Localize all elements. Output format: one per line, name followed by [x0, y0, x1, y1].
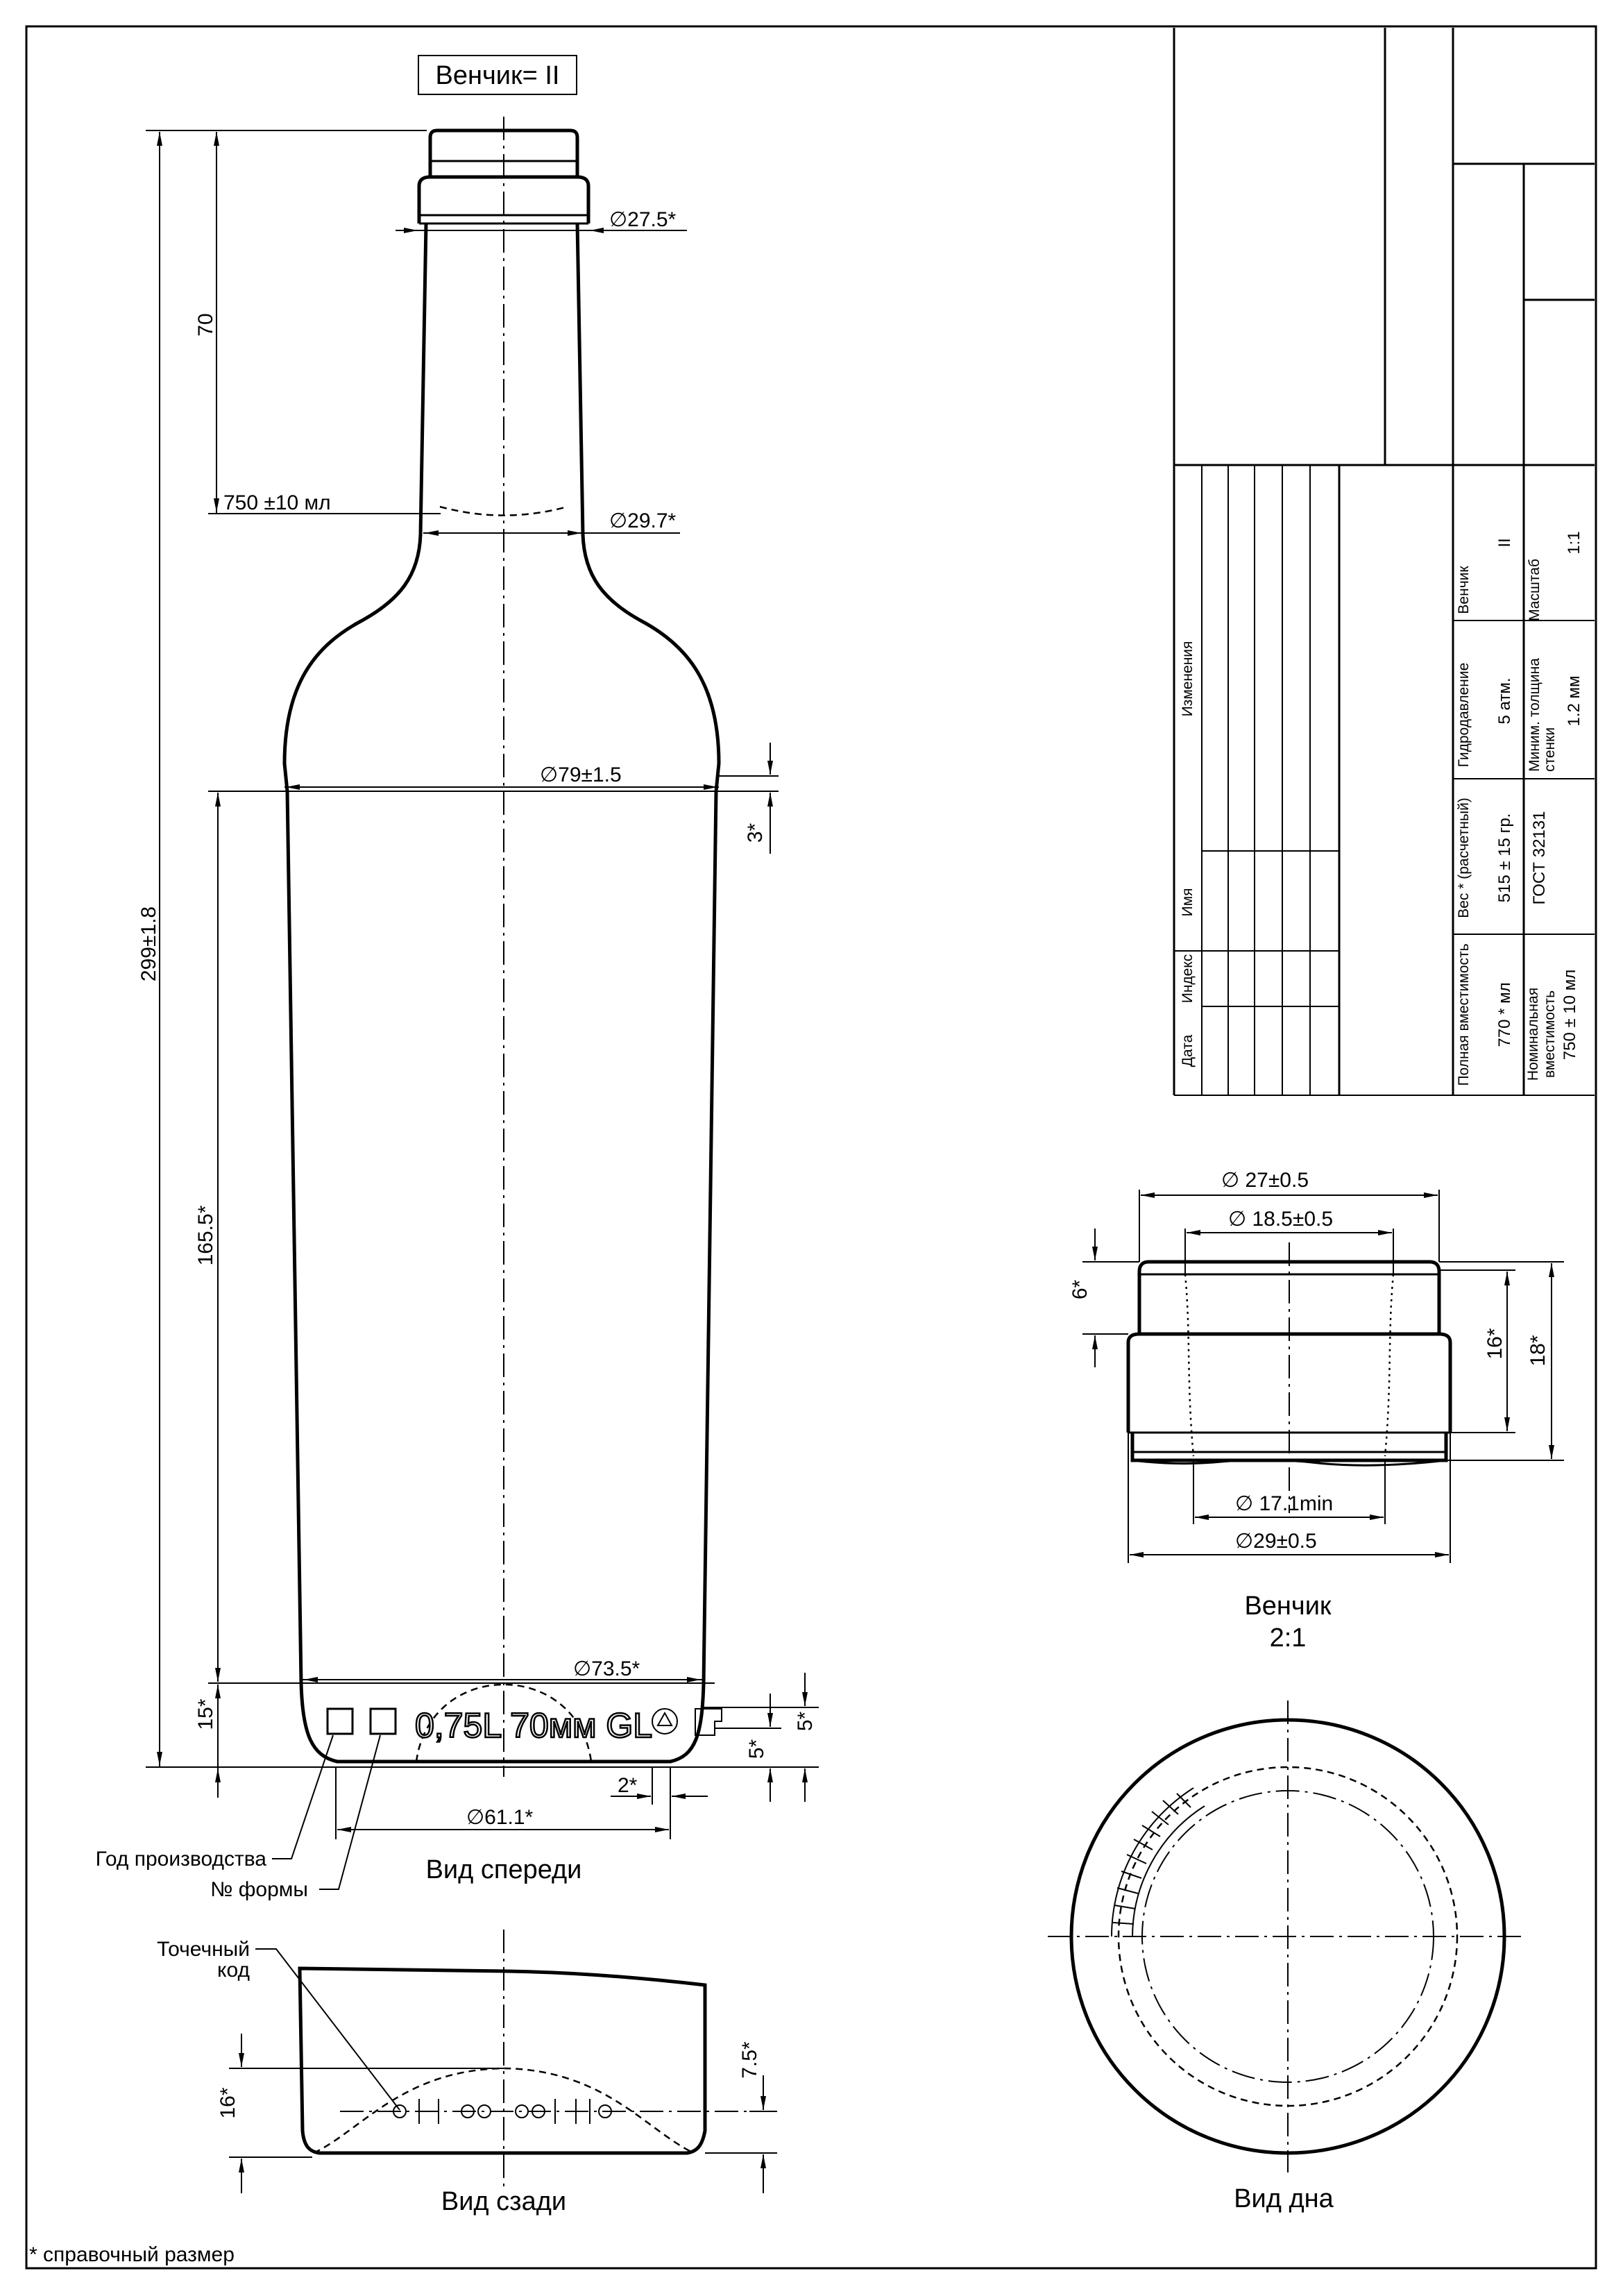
dim-base-5b: 5* [745, 1739, 768, 1759]
callout-dot-code-2: код [217, 1959, 250, 1982]
dim-shoulder-offset: 3* [744, 822, 767, 843]
year-mark [328, 1709, 352, 1734]
dim-finish-18: 18* [1527, 1335, 1549, 1367]
dim-base-5a: 5* [794, 1711, 817, 1732]
title-block [1174, 28, 1595, 1095]
callout-dot-code-1: Точечный [157, 1938, 250, 1961]
bottom-view [1048, 1700, 1527, 2213]
view-label-finish-scale: 2:1 [1269, 1623, 1307, 1653]
dim-neck-height: 70 [194, 313, 217, 337]
finish-detail-view [1069, 1169, 1564, 1653]
view-label-bottom: Вид дна [1234, 2184, 1334, 2213]
tb-finish-value: II [1495, 538, 1514, 548]
dim-finish-29: ∅29±0.5 [1235, 1530, 1317, 1553]
dim-neck-fill: ∅29.7* [609, 509, 677, 532]
recycle-icon [652, 1709, 677, 1734]
view-label-finish: Венчик [1244, 1592, 1332, 1621]
embossing-text: 0,75L 70мм GL [415, 1706, 653, 1745]
tb-scale-value: 1:1 [1565, 531, 1583, 555]
callout-form: № формы [210, 1878, 308, 1901]
dim-finish-27: ∅ 27±0.5 [1221, 1169, 1309, 1192]
bottle-outline [284, 223, 719, 1762]
tb-gost: ГОСТ 32131 [1530, 811, 1549, 905]
bottom-dot-code [1112, 1788, 1205, 1936]
tb-date: Дата [1180, 1034, 1196, 1067]
tb-name: Имя [1180, 888, 1196, 917]
tb-changes: Изменения [1180, 641, 1196, 717]
dim-back-75: 7.5* [738, 2041, 761, 2079]
dim-finish-185: ∅ 18.5±0.5 [1228, 1208, 1334, 1231]
dim-body-height: 165.5* [194, 1205, 217, 1266]
view-label-back: Вид сзади [441, 2187, 567, 2216]
tb-nom-cap-label-2: вместимость [1542, 990, 1558, 1079]
dim-finish-6: 6* [1069, 1279, 1091, 1300]
dim-base-2: 2* [618, 1774, 638, 1797]
dim-finish-16: 16* [1484, 1328, 1506, 1360]
dim-base-diameter: ∅61.1* [466, 1806, 534, 1829]
tb-nom-cap-value: 750 ± 10 мл [1561, 969, 1579, 1061]
tb-wall-label-2: стенки [1542, 727, 1558, 773]
dim-fill-level: 750 ±10 мл [223, 491, 331, 514]
footnote: * справочный размер [29, 2243, 235, 2266]
tb-weight-label: Вес * (расчетный) [1456, 797, 1472, 918]
form-number-mark [371, 1709, 396, 1734]
dim-body-diameter: ∅79±1.5 [540, 763, 622, 786]
callout-year: Год производства [95, 1848, 266, 1871]
tb-wall-label-1: Миним. толщина [1527, 658, 1543, 772]
dim-finish-171: ∅ 17.1min [1235, 1492, 1334, 1515]
tb-pressure-label: Гидродавление [1456, 662, 1472, 768]
tb-index: Индекс [1180, 954, 1196, 1004]
tb-full-cap-value: 770 * мл [1495, 982, 1514, 1047]
tb-pressure-value: 5 атм. [1495, 677, 1514, 725]
dim-neck-top: ∅27.5* [609, 208, 677, 231]
dim-heel-diameter: ∅73.5* [573, 1657, 640, 1680]
drawing-frame [26, 26, 1596, 2268]
view-label-front: Вид спереди [425, 1855, 582, 1884]
finish-type-label: Венчик= II [435, 61, 560, 90]
dim-total-height: 299±1.8 [137, 906, 160, 982]
tb-weight-value: 515 ± 15 гр. [1495, 813, 1514, 903]
dim-back-16: 16* [216, 2087, 239, 2119]
tb-scale-label: Масштаб [1527, 559, 1543, 621]
back-view [157, 1930, 777, 2216]
tb-nom-cap-label-1: Номинальная [1525, 987, 1541, 1081]
tb-finish-label: Венчик [1456, 566, 1472, 614]
front-view [96, 117, 819, 1901]
tb-wall-value: 1.2 мм [1565, 675, 1583, 727]
tb-full-cap-label: Полная вместимость [1456, 943, 1472, 1086]
dim-heel-height: 15* [194, 1698, 217, 1730]
